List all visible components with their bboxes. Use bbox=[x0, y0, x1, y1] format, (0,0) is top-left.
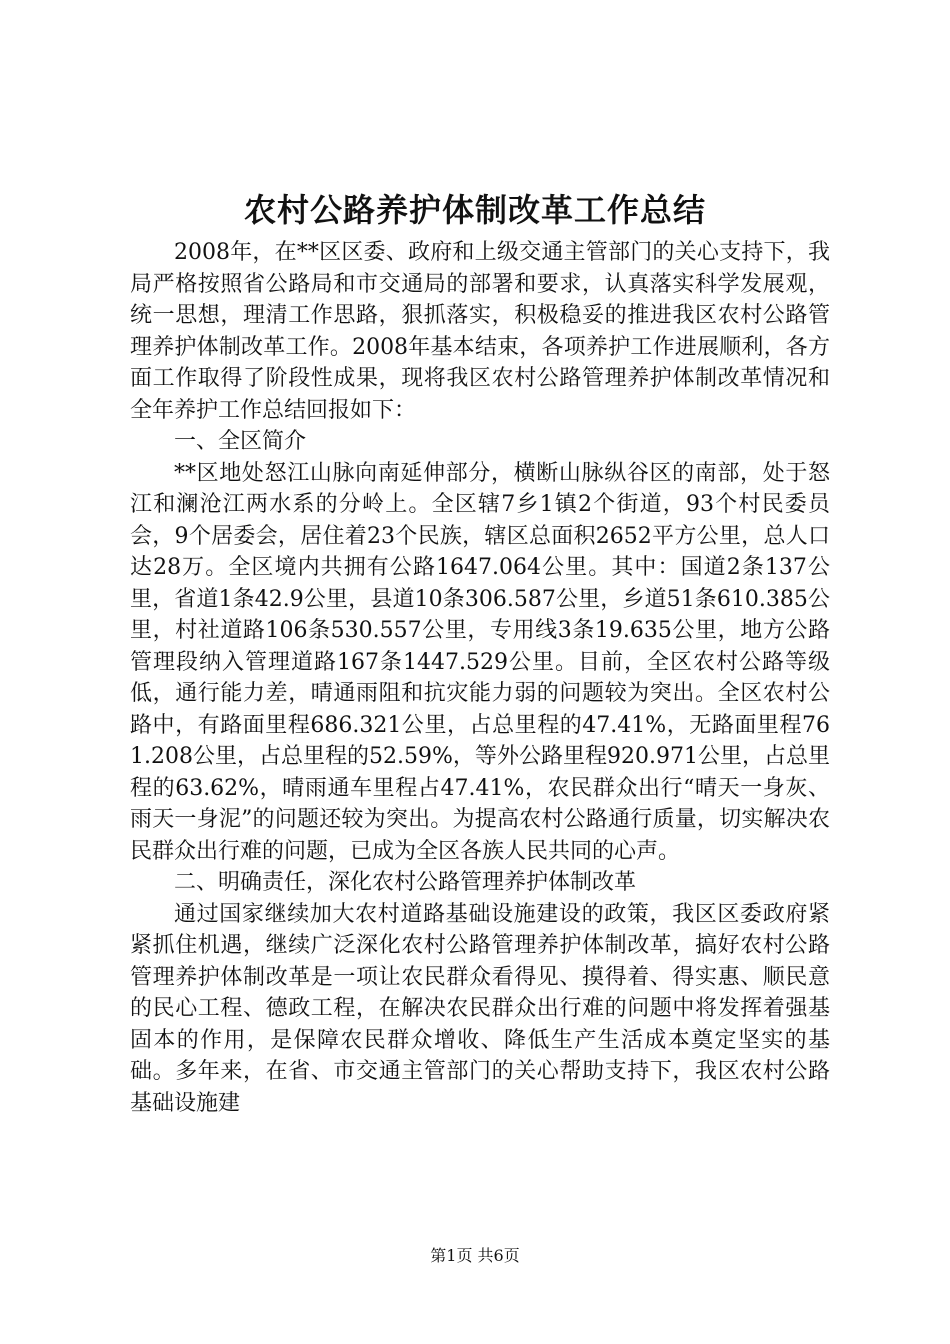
document-title: 农村公路养护体制改革工作总结 bbox=[243, 191, 706, 229]
section-heading-responsibility: 二、明确责任，深化农村公路管理养护体制改革 bbox=[174, 870, 637, 895]
paragraph-intro: 2008年，在**区区委、政府和上级交通主管部门的关心支持下，我局严格按照省公路局和市交通局的部署和要求，认真落实科学发展观，统一思想，理清工作思路，狠抓落实，积极稳妥的推进我区农村公路管理养护体制改革工作。2008年基本结束，各项养护工作进展顺利，各方面工作取得了阶段性成果，现将我区农村公路管理养护体制改革情况和全年养护工作总结回报如下： bbox=[130, 240, 830, 423]
paragraph-responsibility: 通过国家继续加大农村道路基础设施建设的政策，我区区委政府紧紧抓住机遇，继续广泛深化农村公路管理养护体制改革，搞好农村公路管理养护体制改革是一项让农民群众看得见、摸得着、得实惠、顺民意的民心工程、德政工程，在解决农民群众出行难的问题中将发挥着强基固本的作用，是保障农民群众增收、降低生产生活成本奠定坚实的基础。多年来，在省、市交通主管部门的关心帮助支持下，我区农村公路基础设施建 bbox=[130, 901, 830, 1116]
section-heading-overview: 一、全区简介 bbox=[174, 429, 307, 454]
page-footer: 第1页 共6页 bbox=[430, 1246, 520, 1265]
document-body bbox=[130, 237, 830, 1119]
paragraph-overview: **区地处怒江山脉向南延伸部分，横断山脉纵谷区的南部，处于怒江和澜沧江两水系的分岭上。全区辖7乡1镇2个街道，93个村民委员会，9个居委会，居住着23个民族，辖区总面积2652平方公里，总人口达28万。全区境内共拥有公路1647.064公里。其中：国道2条137公里，省道1条42.9公里，县道10条306.587公里，乡道51条610.385公里，村社道路106条530.557公里，专用线3条19.635公里，地方公路管理段纳入管理道路167条1447.529公里。目前，全区农村公路等级低，通行能力差，晴通雨阻和抗灾能力弱的问题较为突出。全区农村公路中，有路面里程686.321公里，占总里程的47.41%，无路面里程761.208公里，占总里程的52.59%，等外公路里程920.971公里，占总里程的63.62%，晴雨通车里程占47.41%，农民群众出行“晴天一身灰、雨天一身泥”的问题还较为突出。为提高农村公路通行质量，切实解决农民群众出行难的问题，已成为全区各族人民共同的心声。 bbox=[130, 460, 830, 864]
